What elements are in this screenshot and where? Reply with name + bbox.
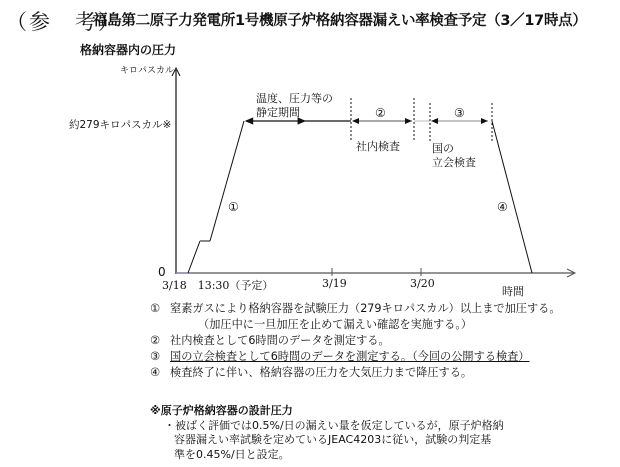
y-axis xyxy=(172,68,180,274)
y-axis-unit: キロパスカル xyxy=(120,66,175,76)
note-1-sub: （加圧中に一旦加圧を止めて漏えい確認を実施する。） xyxy=(198,318,473,331)
x-axis xyxy=(176,268,575,277)
x-tick-3-18: 3/18 13:30（予定） xyxy=(162,279,274,292)
y-origin-label: 0 xyxy=(158,265,166,279)
reference-label: （参 考） xyxy=(6,10,121,34)
phase3-label: 国の 立会検査 xyxy=(432,142,476,169)
page-title: 福島第二原子力発電所1号機原子炉格納容器漏えい率検査予定（3／17時点） xyxy=(93,13,587,29)
phase2-label: 社内検査 xyxy=(356,140,400,153)
x-tick-3-20: 3/20 xyxy=(410,277,435,290)
footnote-line-2: 容器漏えい率試験を定めているJEAC4203に従い，試験の判定基 xyxy=(174,433,492,446)
footnote-line-1: ・被ばく評価では0.5%/日の漏えい量を仮定しているが，原子炉格納 xyxy=(164,418,504,432)
y-marker-label: 約279キロパスカル※ xyxy=(69,119,172,131)
x-tick-3-19: 3/19 xyxy=(322,277,347,290)
note-1: ① 窒素ガスにより格納容器を試験圧力（279キロパスカル）以上まで加圧する。 xyxy=(150,302,561,315)
phase-notes xyxy=(150,301,561,381)
design-pressure-footnote xyxy=(150,404,504,462)
pressure-curve xyxy=(176,121,532,273)
stable-period-label: 温度、圧力等の 静定期間 xyxy=(256,92,333,119)
phase1-number: ① xyxy=(228,200,239,214)
footnote-heading: ※原子炉格納容器の設計圧力 xyxy=(150,404,293,417)
footnote-line-3: 準を0.45%/日と設定。 xyxy=(174,447,290,461)
y-axis-label: 格納容器内の圧力 xyxy=(80,43,177,57)
note-2: ② 社内検査として6時間のデータを測定する。 xyxy=(150,334,390,347)
note-4: ④ 検査終了に伴い、格納容器の圧力を大気圧力まで降圧する。 xyxy=(150,366,473,379)
phase3-number: ③ xyxy=(454,106,465,120)
phase2-number: ② xyxy=(375,106,386,120)
phase-boundaries xyxy=(351,98,492,142)
phase4-number: ④ xyxy=(497,200,508,214)
x-axis-label: 時間 xyxy=(502,285,524,298)
note-3: ③ 国の立会検査として6時間のデータを測定する。（今回の公開する検査） xyxy=(150,350,530,363)
